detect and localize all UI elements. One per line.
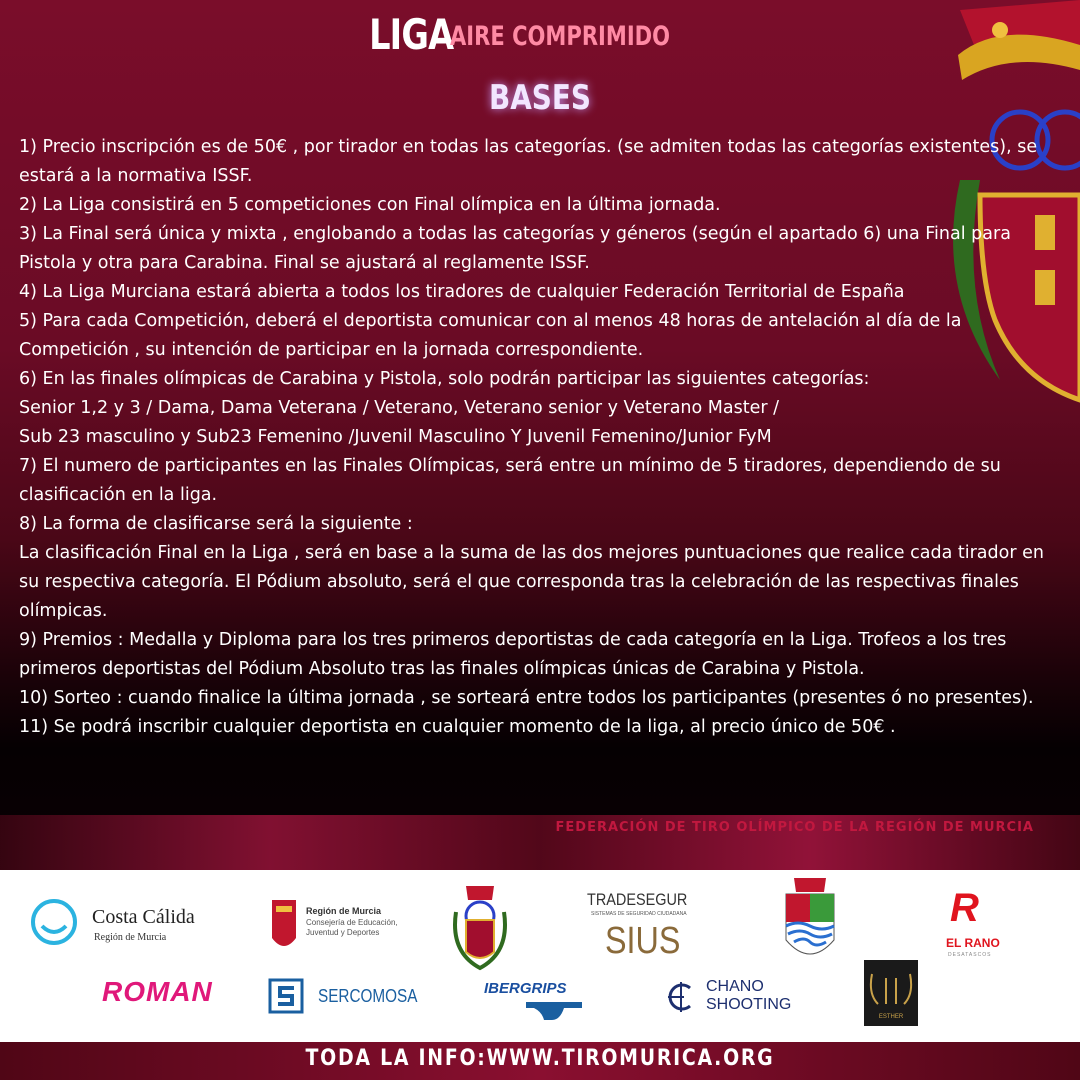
region-murcia-name: Región de Murcia xyxy=(306,906,382,916)
sponsors-panel xyxy=(0,870,1080,1042)
region-murcia-line2: Juventud y Deportes xyxy=(306,928,380,937)
el-rano-sub: DESATASCOS xyxy=(948,952,992,958)
grip-icon xyxy=(524,998,584,1024)
footer-link-text[interactable]: TODA LA INFO:WWW.TIROMURICA.ORG xyxy=(305,1046,775,1071)
sponsor-el-rano xyxy=(938,886,1018,966)
chano-line2: SHOOTING xyxy=(706,996,792,1013)
rule-item: 3) La Final será única y mixta , englobando a todas las categorías y géneros (según el apartado 6) una Final para Pistola y otra para Carabina. Final se ajustará al reglamente ISSF. xyxy=(19,224,1011,273)
sercomosa-s-icon xyxy=(268,978,304,1014)
sponsor-chano-shooting xyxy=(664,976,824,1020)
sponsor-costa-calida xyxy=(28,894,228,954)
tradesegur-sub: SISTEMAS DE SEGURIDAD CIUDADANA xyxy=(591,911,687,917)
sius-name: SIUS xyxy=(605,920,681,962)
rule-item: 2) La Liga consistirá en 5 competiciones con Final olímpica en la última jornada. xyxy=(19,195,721,215)
rule-item: 11) Se podrá inscribir cualquier deportista en cualquier momento de la liga, al precio único de 50€ . xyxy=(19,717,896,737)
sponsor-roman xyxy=(102,976,222,1016)
sercomosa-name: SERCOMOSA xyxy=(318,986,418,1006)
sponsor-tradesegur xyxy=(585,890,705,970)
sponsor-esther xyxy=(864,960,918,1026)
rule-item: 6) En las finales olímpicas de Carabina y Pistola, solo podrán participar las siguientes categorías: xyxy=(19,369,870,389)
costa-calida-sub: Región de Murcia xyxy=(94,932,167,943)
rule-item: 8) La forma de clasificarse será la siguiente : xyxy=(19,514,413,534)
rule-item: 10) Sorteo : cuando finalice la última jornada , se sorteará entre todos los participantes (presentes ó no presentes). xyxy=(19,688,1034,708)
sponsor-region-murcia xyxy=(268,894,428,964)
title-liga: LIGA xyxy=(368,10,454,59)
tradesegur-name: TRADESEGUR xyxy=(587,890,688,909)
esther-name: ESTHER xyxy=(878,1014,904,1020)
rule-item: 4) La Liga Murciana estará abierta a todos los tiradores de cualquier Federación Territorial de España xyxy=(19,282,905,302)
el-rano-name: EL RANO xyxy=(946,936,1000,950)
bases-heading: BASES xyxy=(488,78,592,118)
rule-item: La clasificación Final en la Liga , será en base a la suma de las dos mejores puntuaciones que realice cada tirador en su respectiva categoría. El Pódium absoluto, será el que corresponda tras la celebración de las respectivas finales olímpicas. xyxy=(19,543,1044,621)
chano-line1: CHANO xyxy=(706,978,764,995)
costa-calida-name: Costa Cálida xyxy=(92,906,195,928)
footer-bar xyxy=(0,1042,1080,1080)
rule-item: 1) Precio inscripción es de 50€ , por tirador en todas las categorías. (se admiten todas las categorías existentes), se estará a la normativa ISSF. xyxy=(19,137,1038,186)
title xyxy=(0,10,1080,59)
federation-label: FEDERACIÓN DE TIRO OLÍMPICO DE LA REGIÓN DE MURCIA xyxy=(555,820,1034,835)
smile-circle-icon xyxy=(28,896,80,948)
rules-list xyxy=(19,133,1049,742)
roman-name: ROMAN xyxy=(102,976,213,1007)
sponsor-ibergrips xyxy=(484,980,594,1028)
region-murcia-line1: Consejería de Educación, xyxy=(306,918,398,927)
sponsor-sercomosa xyxy=(268,978,428,1018)
crosshair-icon xyxy=(664,980,698,1014)
rule-item: Senior 1,2 y 3 / Dama, Dama Veterana / Veterano, Veterano senior y Veterano Master / xyxy=(19,398,780,418)
cutlery-icon xyxy=(864,964,918,1014)
ibergrips-name: IBERGRIPS xyxy=(484,980,567,997)
rule-item: 7) El numero de participantes en las Finales Olímpicas, será entre un mínimo de 5 tiradores, dependiendo de su clasificación en la liga. xyxy=(19,456,1001,505)
rule-item: Sub 23 masculino y Sub23 Femenino /Juvenil Masculino Y Juvenil Femenino/Junior FyM xyxy=(19,427,772,447)
el-rano-r-icon: R xyxy=(950,886,979,930)
region-shield-icon xyxy=(268,894,300,958)
rule-item: 9) Premios : Medalla y Diploma para los tres primeros deportistas de cada categoría en la Liga. Trofeos a los tres primeros deportistas del Pódium Absoluto tras las finales olímpicas únicas de Carabina y Pistola. xyxy=(19,630,1007,679)
federation-shield-icon xyxy=(448,882,512,972)
rule-item: 5) Para cada Competición, deberá el deportista comunicar con al menos 48 horas de antelación al día de la Competición , su intención de participar en la jornada correspondiente. xyxy=(19,311,962,360)
town-coat-of-arms-icon xyxy=(780,876,840,968)
title-aire-comprimido: AIRE COMPRIMIDO xyxy=(450,21,671,52)
